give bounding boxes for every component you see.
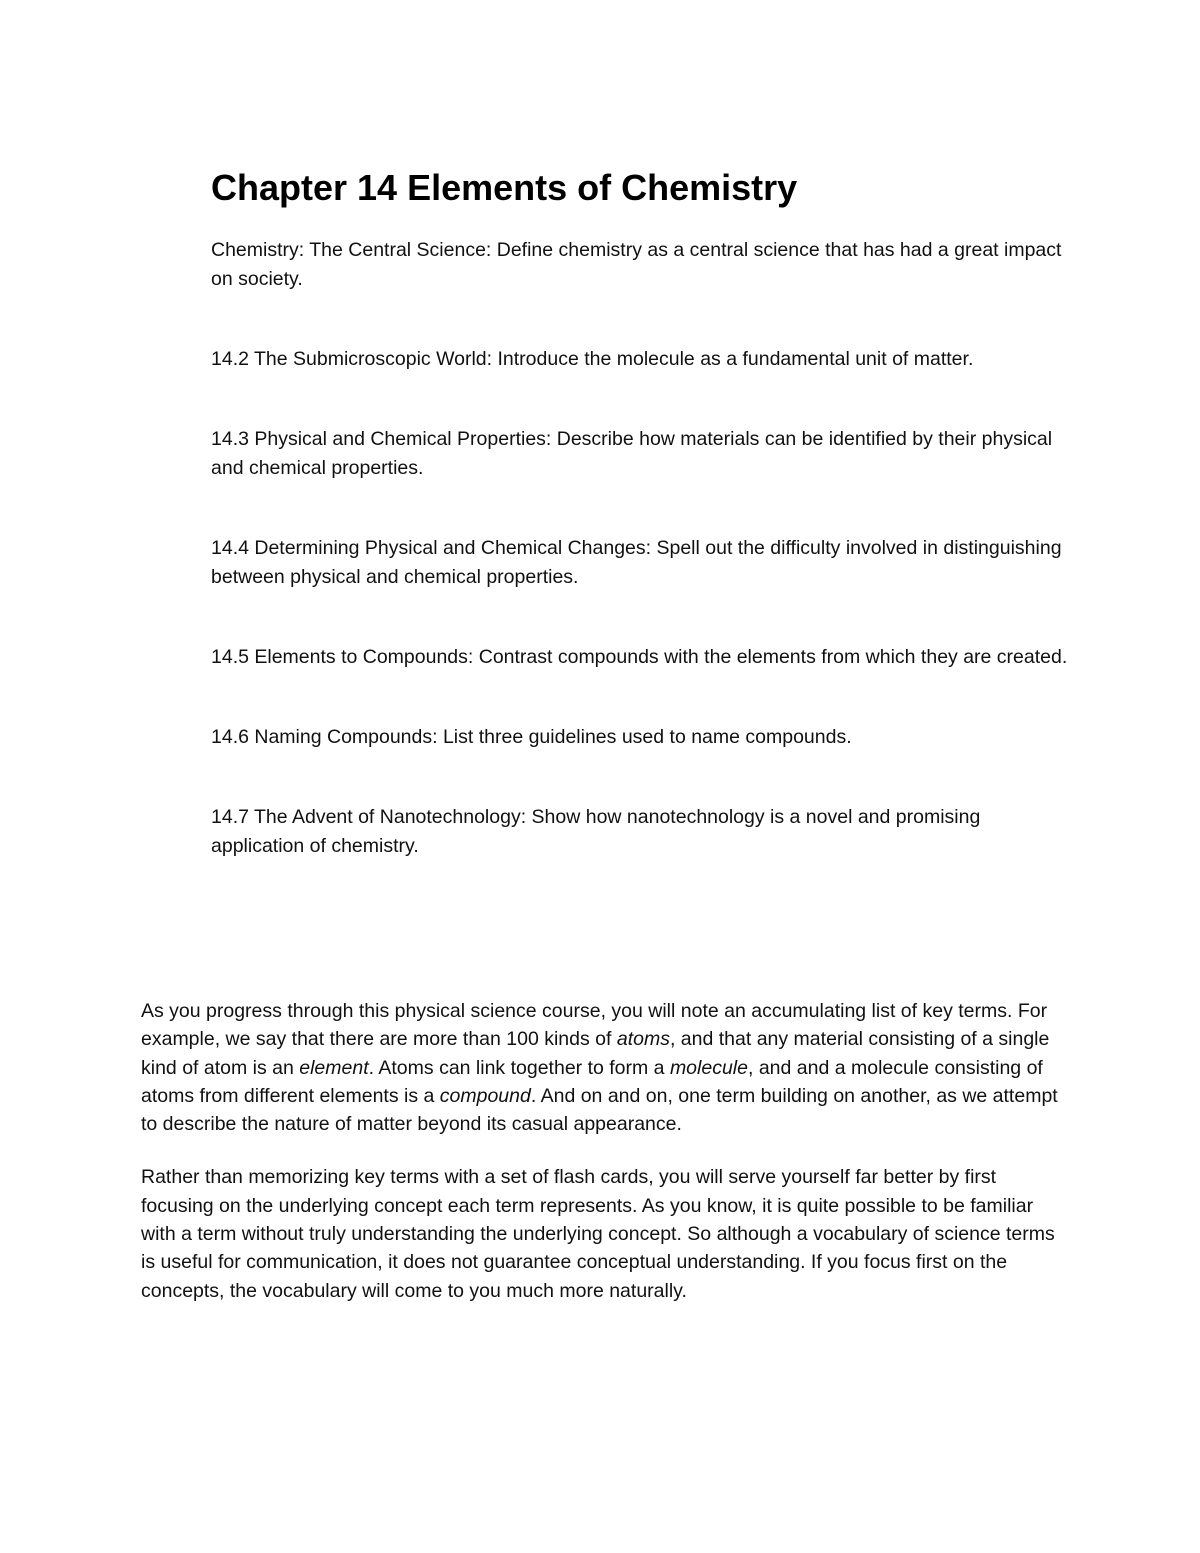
term-molecule: molecule [669, 1056, 748, 1079]
paragraph-text: , and that any material consisting of a single kind of atom is an [141, 1028, 1050, 1079]
term-atoms: atoms [616, 1028, 670, 1051]
term-compound: compound [439, 1084, 531, 1107]
page-title: Chapter 14 Elements of Chemistry [211, 167, 798, 208]
outline-item-physical-chemical-properties: 14.3 Physical and Chemical Properties: Describe how materials can be identified by their physical and chemical properties. [211, 428, 1053, 479]
paragraph-text: As you progress through this physical science course, you will note an accumulating list of key terms. For example, we say that there are more than 100 kinds of [141, 1000, 1048, 1051]
outline-item-central-science: Chemistry: The Central Science: Define chemistry as a central science that has had a great impact on society. [211, 239, 1062, 290]
term-element: element [299, 1056, 369, 1079]
outline-item-naming-compounds: 14.6 Naming Compounds: List three guidelines used to name compounds. [211, 726, 852, 748]
paragraph-text: . Atoms can link together to form a [368, 1056, 670, 1079]
outline-item-submicroscopic-world: 14.2 The Submicroscopic World: Introduce the molecule as a fundamental unit of matter. [211, 348, 974, 370]
outline-item-physical-chemical-changes: 14.4 Determining Physical and Chemical Changes: Spell out the difficulty involved in distinguishing between physical and chemical properties. [211, 537, 1062, 588]
chapter-outline [211, 166, 1071, 912]
outline-item-nanotechnology: 14.7 The Advent of Nanotechnology: Show how nanotechnology is a novel and promising application of chemistry. [211, 806, 981, 857]
paragraph-text: , and and a molecule consisting of atoms from different elements is a [141, 1056, 1043, 1107]
paragraph-text: . And on and on, one term building on another, as we attempt to describe the nature of matter beyond its casual appearance. [141, 1084, 1058, 1136]
paragraph-key-terms [141, 997, 1061, 1138]
body-text [141, 997, 1061, 1330]
outline-item-elements-to-compounds: 14.5 Elements to Compounds: Contrast compounds with the elements from which they are created. [211, 646, 1068, 668]
paragraph-concepts: Rather than memorizing key terms with a set of flash cards, you will serve yourself far better by first focusing on the underlying concept each term represents. As you know, it is quite possible to be familiar with a term without truly understanding the underlying concept. So although a vocabulary of science terms is useful for communication, it does not guarantee conceptual understanding. If you focus first on the concepts, the vocabulary will come to you much more naturally. [141, 1166, 1055, 1302]
